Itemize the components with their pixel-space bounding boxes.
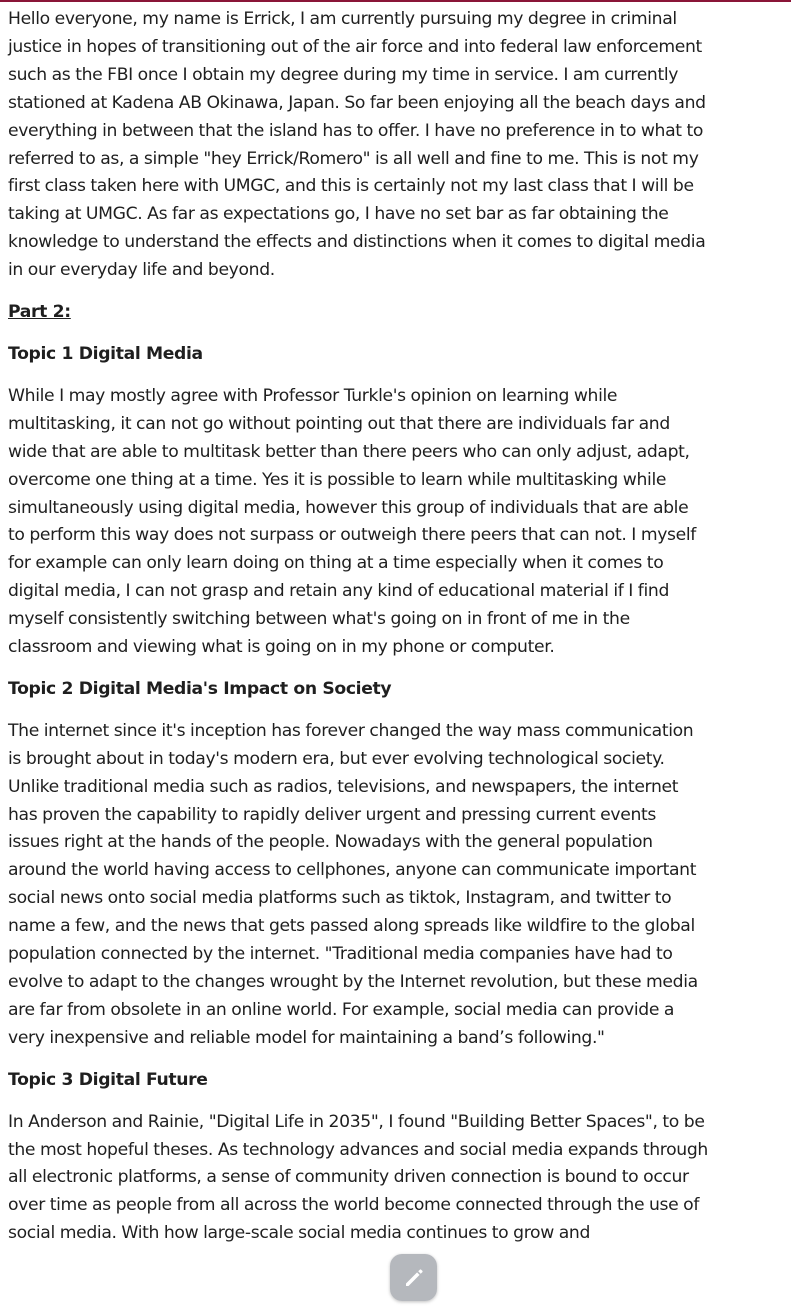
edit-button[interactable] <box>390 1254 437 1301</box>
topic-2-paragraph: The internet since it's inception has forever changed the way mass communication is brought about in today's modern era, but ever evolving technological society. Unlike traditional media such as radios, televisions, and newspapers, the internet has proven the capability to rapidly deliver urgent and pressing current events issues right at the hands of the people. Nowadays with the general population around the world having access to cellphones, anyone can communicate important social news onto social media platforms such as tiktok, Instagram, and twitter to name a few, and the news that gets passed along spreads like wildfire to the global population connected by the internet. "Traditional media companies have had to evolve to adapt to the changes wrought by the Internet revolution, but these media are far from obsolete in an online world. For example, social media can provide a very inexpensive and reliable model for maintaining a band’s following." <box>8 720 698 1048</box>
part-2-heading: Part 2: <box>8 302 71 323</box>
topic-1-paragraph: While I may mostly agree with Professor Turkle's opinion on learning while multitasking, it can not go without pointing out that there are individuals far and wide that are able to multitask better than there peers who can only adjust, adapt, overcome one thing at a time. Yes it is possible to learn while multitasking while simultaneously using digital media, however this group of individuals that are able to perform this way does not surpass or outweigh there peers that can not. I myself for example can only learn doing on thing at a time especially when it comes to digital media, I can not grasp and retain any kind of educational material if I find myself consistently switching between what's going on in front of me in the classroom and viewing what is going on in my phone or computer. <box>8 385 696 658</box>
discussion-post-body <box>8 6 708 1262</box>
top-accent-bar <box>0 0 791 2</box>
topic-3-heading: Topic 3 Digital Future <box>8 1069 208 1090</box>
pencil-icon <box>402 1266 426 1290</box>
topic-3-paragraph: In Anderson and Rainie, "Digital Life in 2035", I found "Building Better Spaces", to be the most hopeful theses. As technology advances and social media expands through all electronic platforms, a sense of community driven connection is bound to occur over time as people from all across the world become connected through the use of social media. With how large-scale social media continues to grow and <box>8 1111 708 1244</box>
topic-2-heading: Topic 2 Digital Media's Impact on Society <box>8 678 392 699</box>
intro-paragraph: Hello everyone, my name is Errick, I am currently pursuing my degree in criminal justice in hopes of transitioning out of the air force and into federal law enforcement such as the FBI once I obtain my degree during my time in service. I am currently stationed at Kadena AB Okinawa, Japan. So far been enjoying all the beach days and everything in between that the island has to offer. I have no preference in to what to referred to as, a simple "hey Errick/Romero" is all well and fine to me. This is not my first class taken here with UMGC, and this is certainly not my last class that I will be taking at UMGC. As far as expectations go, I have no set bar as far obtaining the knowledge to understand the effects and distinctions when it comes to digital media in our everyday life and beyond. <box>8 9 706 281</box>
topic-1-heading: Topic 1 Digital Media <box>8 343 203 364</box>
